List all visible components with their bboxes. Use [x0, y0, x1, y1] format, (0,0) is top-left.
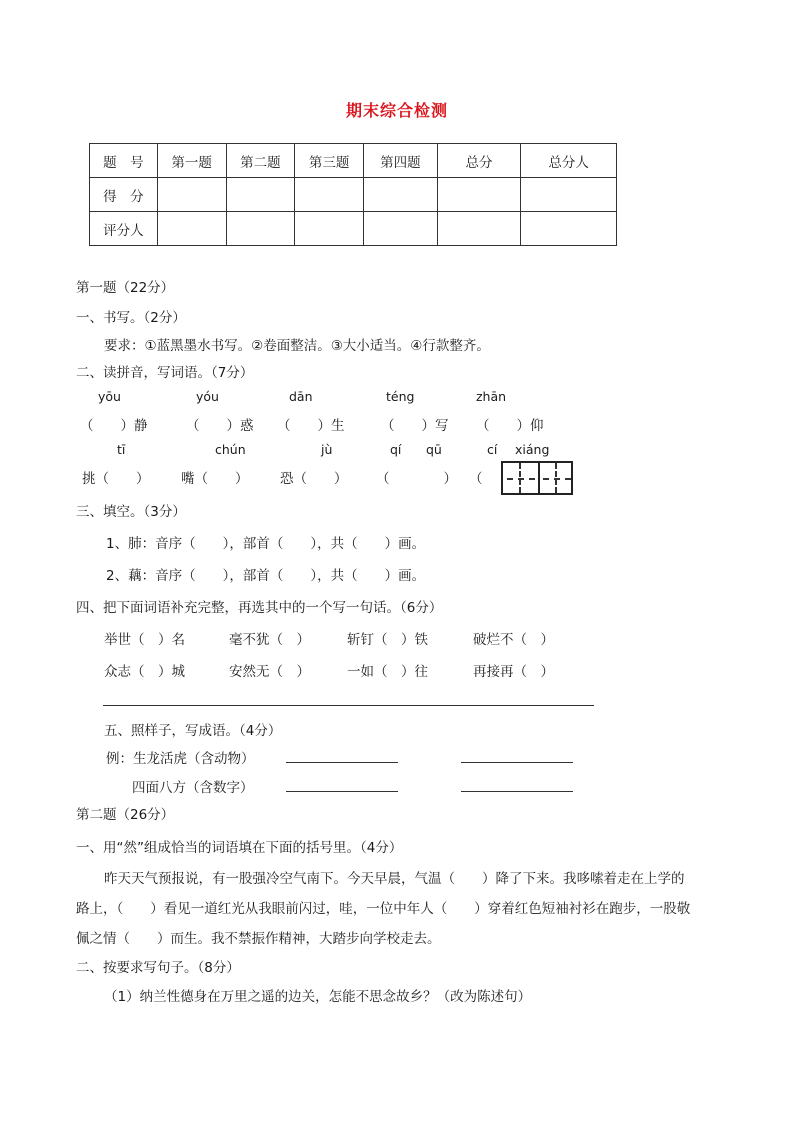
word-blank[interactable]: （ ）生: [277, 418, 345, 434]
word-blank[interactable]: 恐（ ）: [280, 471, 348, 487]
word-blank[interactable]: 嘴（ ）: [181, 471, 249, 487]
q5-example: 四面八方（含数字）: [132, 780, 254, 796]
table-header-cell: 第二题: [226, 144, 295, 178]
table-header-cell: 第一题: [157, 144, 226, 178]
answer-line[interactable]: [103, 705, 594, 706]
q1-title: 一、书写。（2分）: [76, 310, 186, 326]
q5-example: 例：生龙活虎（含动物）: [106, 751, 255, 767]
idiom-blank[interactable]: 举世（ ）名: [104, 632, 185, 648]
grader-cell[interactable]: [295, 212, 364, 246]
idiom-blank[interactable]: 斩钉（ ）铁: [347, 632, 428, 648]
score-cell[interactable]: [295, 178, 364, 212]
pinyin: qū: [426, 442, 442, 457]
table-header-cell: 总分: [437, 144, 521, 178]
pinyin: qí: [390, 442, 402, 457]
part1-heading: 第一题（22分）: [76, 280, 175, 296]
word-blank[interactable]: （ ）惑: [186, 418, 254, 434]
table-row-label: 评分人: [90, 212, 158, 246]
score-cell[interactable]: [437, 178, 521, 212]
q3-title: 三、填空。（3分）: [76, 504, 186, 520]
score-cell[interactable]: [226, 178, 295, 212]
table-row: [90, 144, 617, 178]
q3-line-2[interactable]: 2、藕：音序（ ），部首（ ），共（ ）画。: [106, 568, 426, 584]
pinyin: yóu: [196, 389, 219, 404]
p2-q2-title: 二、按要求写句子。（8分）: [76, 960, 240, 976]
word-blank[interactable]: 挑（ ）: [82, 471, 150, 487]
grader-cell[interactable]: [437, 212, 521, 246]
q2-title: 二、读拼音，写词语。（7分）: [76, 365, 254, 381]
part2-heading: 第二题（26分）: [76, 807, 175, 823]
pinyin: tī: [117, 442, 126, 457]
paragraph-line[interactable]: 路上，（ ）看见一道红光从我眼前闪过，哇，一位中年人（ ）穿着红色短袖衬衫在跑步，一股敬: [76, 901, 691, 917]
pinyin: dān: [289, 389, 313, 404]
q4-title: 四、把下面词语补充完整，再选其中的一个写一句话。（6分）: [76, 600, 443, 616]
q1-requirement: 要求：①蓝黑墨水书写。②卷面整洁。③大小适当。④行款整齐。: [104, 338, 490, 354]
table-row: [90, 178, 617, 212]
answer-line[interactable]: [461, 762, 573, 763]
p2-q1-title: 一、用“然”组成恰当的词语填在下面的括号里。（4分）: [76, 840, 403, 856]
score-table: [89, 143, 617, 246]
pinyin: cí: [487, 442, 498, 457]
table-row-label: 得 分: [90, 178, 158, 212]
score-cell[interactable]: [157, 178, 226, 212]
pinyin: chún: [215, 442, 246, 457]
word-blank[interactable]: （ ）: [376, 471, 457, 487]
grader-cell[interactable]: [226, 212, 295, 246]
answer-line[interactable]: [286, 791, 398, 792]
idiom-blank[interactable]: 众志（ ）城: [104, 664, 185, 680]
word-blank[interactable]: （ ）静: [80, 418, 148, 434]
word-blank[interactable]: （ ）写: [381, 418, 449, 434]
pinyin: jù: [321, 442, 333, 457]
paragraph-line[interactable]: 佩之情（ ）而生。我不禁振作精神，大踏步向学校走去。: [76, 931, 441, 947]
word-blank[interactable]: （: [469, 471, 483, 487]
idiom-blank[interactable]: 再接再（ ）: [473, 664, 554, 680]
word-blank[interactable]: （ ）仰: [476, 418, 544, 434]
score-cell[interactable]: [364, 178, 438, 212]
idiom-blank[interactable]: 毫不犹（ ）: [229, 632, 310, 648]
q5-title: 五、照样子，写成语。（4分）: [104, 723, 282, 739]
table-header-cell: 题 号: [90, 144, 158, 178]
grader-cell[interactable]: [157, 212, 226, 246]
table-row: [90, 212, 617, 246]
idiom-blank[interactable]: 一如（ ）往: [347, 664, 428, 680]
table-header-cell: 第四题: [364, 144, 438, 178]
table-header-cell: 第三题: [295, 144, 364, 178]
writing-grid[interactable]: [501, 461, 573, 495]
idiom-blank[interactable]: 破烂不（ ）: [473, 632, 554, 648]
score-cell[interactable]: [521, 178, 617, 212]
pinyin: téng: [386, 389, 415, 404]
grader-cell[interactable]: [364, 212, 438, 246]
table-header-cell: 总分人: [521, 144, 617, 178]
answer-line[interactable]: [461, 791, 573, 792]
pinyin: zhān: [476, 389, 507, 404]
pinyin: xiáng: [515, 442, 550, 457]
paragraph-line[interactable]: 昨天天气预报说，有一股强冷空气南下。今天早晨，气温（ ）降了下来。我哆嗦着走在上学的: [104, 871, 685, 887]
answer-line[interactable]: [286, 762, 398, 763]
q3-line-1[interactable]: 1、肺：音序（ ），部首（ ），共（ ）画。: [106, 536, 426, 552]
p2-q2-item1: （1）纳兰性德身在万里之遥的边关，怎能不思念故乡？（改为陈述句）: [104, 989, 532, 1005]
page-title: 期末综合检测: [345, 101, 448, 120]
grader-cell[interactable]: [521, 212, 617, 246]
pinyin: yōu: [98, 389, 121, 404]
idiom-blank[interactable]: 安然无（ ）: [229, 664, 310, 680]
